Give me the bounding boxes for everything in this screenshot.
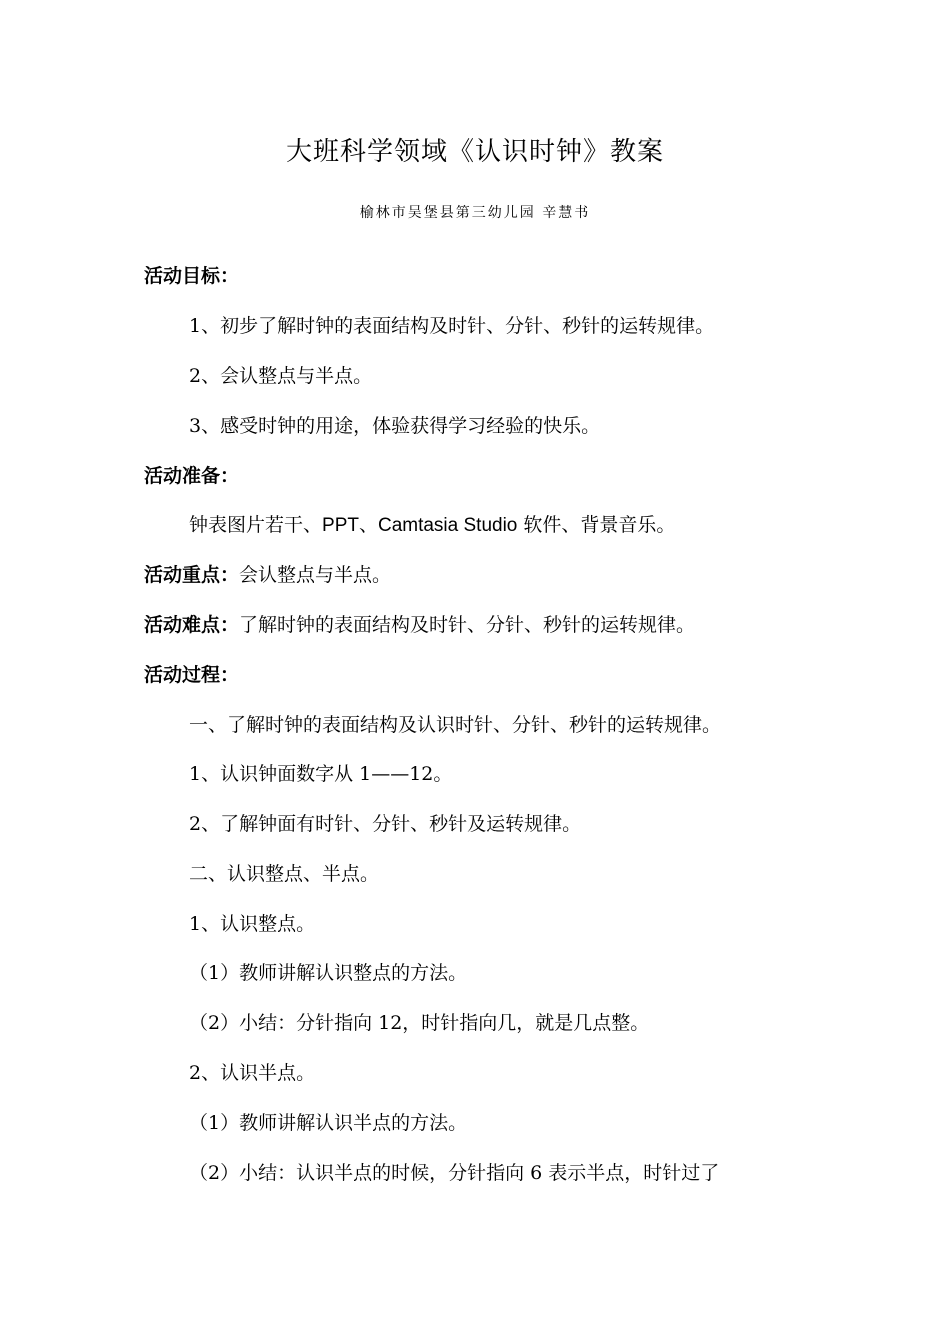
process-line: 1、认识钟面数字从 1——12。 — [189, 763, 453, 785]
goals-heading: 活动目标： — [144, 265, 240, 287]
goal-item-1: 1、初步了解时钟的表面结构及时针、分针、秒针的运转规律。 — [189, 315, 715, 337]
preparation-text-part-1: 钟表图片若干、 — [189, 514, 323, 536]
goal-item-2: 2、会认整点与半点。 — [189, 365, 373, 387]
preparation-heading: 活动准备： — [144, 465, 240, 487]
document-title: 大班科学领域《认识时钟》教案 — [285, 137, 664, 167]
key-point-text: 会认整点与半点。 — [239, 564, 392, 586]
preparation-text — [189, 508, 675, 542]
process-line: 2、了解钟面有时针、分针、秒针及运转规律。 — [189, 813, 582, 835]
key-point-line — [144, 558, 391, 592]
author-line: 榆林市吴堡县第三幼儿园 辛慧书 — [359, 205, 591, 221]
process-line: （1）教师讲解认识半点的方法。 — [189, 1112, 468, 1134]
difficulty-line — [144, 608, 695, 642]
preparation-text-latin: PPT、Camtasia Studio — [322, 515, 518, 536]
preparation-text-part-2: 软件、背景音乐。 — [517, 514, 676, 536]
process-heading: 活动过程： — [144, 664, 240, 686]
process-line: 二、认识整点、半点。 — [189, 863, 380, 885]
process-line: 一、了解时钟的表面结构及认识时针、分针、秒针的运转规律。 — [189, 714, 722, 736]
goal-item-3: 3、感受时钟的用途，体验获得学习经验的快乐。 — [189, 415, 601, 437]
process-line: （1）教师讲解认识整点的方法。 — [189, 962, 468, 984]
process-line: （2）小结：认识半点的时候，分针指向 6 表示半点，时针过了 — [189, 1162, 720, 1184]
difficulty-text: 了解时钟的表面结构及时针、分针、秒针的运转规律。 — [239, 614, 696, 636]
key-point-heading: 活动重点： — [144, 564, 240, 586]
process-line: 2、认识半点。 — [189, 1062, 316, 1084]
process-line: 1、认识整点。 — [189, 913, 316, 935]
process-line: （2）小结：分针指向 12，时针指向几，就是几点整。 — [189, 1012, 650, 1034]
difficulty-heading: 活动难点： — [144, 614, 240, 636]
